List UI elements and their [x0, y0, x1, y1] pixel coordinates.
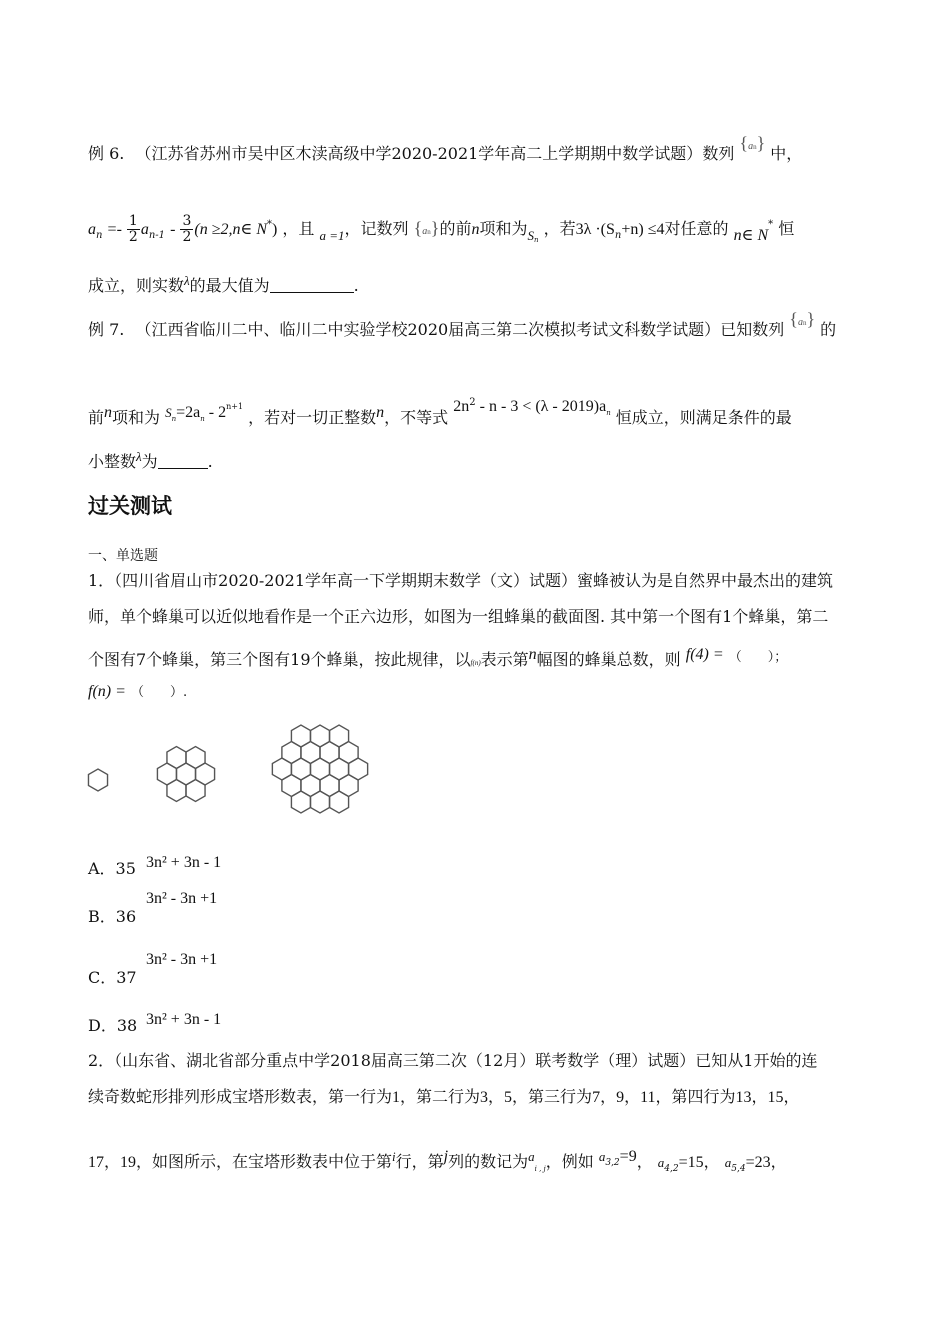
- example6-source: （江苏省苏州市吴中区木渎高级中学2020-2021学年高二上学期期中数学试题）: [135, 144, 703, 163]
- option-d-label[interactable]: D．38: [88, 1016, 138, 1035]
- option-c-label[interactable]: C．37: [88, 968, 137, 987]
- example7-line3: 小整数$^\lambda$为 .: [88, 449, 213, 471]
- answer-blank: [270, 278, 354, 293]
- section-title: 过关测试: [88, 494, 172, 518]
- q1-line1: 1．（四川省眉山市2020-2021学年高一下学期期末数学（文）试题）蜜蜂被认为是自然界中最杰出的建筑: [88, 571, 834, 590]
- example6-line1: 例 6. （江苏省苏州市吴中区木渎高级中学2020-2021学年高二上学期期中数学试题）数列 {an} 中，: [88, 133, 803, 163]
- honeycomb-figure-2: [157, 747, 214, 802]
- section-subtitle: 一、单选题: [88, 548, 158, 564]
- option-c-formula: 3n² - 3n +1: [146, 951, 218, 968]
- example7-line2: 前n项和为 $^{Sn}=2a^n - 2^{n+1}$ ，若对一切正整数n，不等式 $2n^2 - n - 3 < (\lambda - 2019)a^n$ 恒成立，则满足条件的最: [88, 397, 792, 427]
- answer-blank: [158, 454, 208, 469]
- honeycomb-figure-3: [272, 725, 367, 813]
- example7-source: （江西省临川二中、临川二中实验学校2020届高三第二次模拟考试文科数学试题）: [135, 320, 721, 339]
- q1-line2: 师，单个蜂巢可以近似地看作是一个正六边形，如图为一组蜂巢的截面图. 其中第一个图有1个蜂巢，第二: [88, 607, 829, 626]
- option-a-label[interactable]: A．35: [88, 859, 136, 878]
- example7-label: 例 7.: [88, 320, 125, 339]
- hexagon-cell: [196, 763, 215, 785]
- q2-line2: 续奇数蛇形排列形成宝塔形数表，第一行为1，第二行为3，5，第三行为7，9，11，第四行为13，15，: [88, 1087, 800, 1106]
- honeycomb-figure: [80, 712, 380, 832]
- q2-line1: 2．（山东省、湖北省部分重点中学2018届高三第二次（12月）联考数学（理）试题）已知从1开始的连: [88, 1051, 818, 1070]
- q2-line3: 17，19，如图所示，在宝塔形数表中位于第$^i$行，第j列的数记为$^a_{i , j}$，例如 $^{a3,2}$=9， $a_{4,2}=15$， $a_{5,4}=23$，: [88, 1148, 787, 1174]
- honeycomb-figure-1: [88, 769, 107, 791]
- option-b-label[interactable]: B．36: [88, 907, 137, 926]
- q1-line3: 个图有7个蜂巢，第三个图有19个蜂巢，按此规律，以f(n)表示第n幅图的蜂巢总数，则 f(4) = （ ）；: [88, 646, 788, 669]
- example6-label: 例 6.: [88, 144, 125, 163]
- example6-line2: $a_n$ =- $\frac{1}{2}$ $a_{n-1}$ - $\frac{3}{2}$ (n ≥2,n∈ N*) ，且 $_{a =1}$，记数列 {an}的前n项和为$_{Sn}$ ，若$3\lambda \cdot(S_n+n) \le 4$对任意的 n∈ N* 恒: [88, 213, 795, 245]
- example7-line1: 例 7. （江西省临川二中、临川二中实验学校2020届高三第二次模拟考试文科数学试题）已知数列 {an} 的: [88, 309, 837, 339]
- option-a-formula: 3n² + 3n - 1: [146, 854, 222, 871]
- option-d-formula: 3n² + 3n - 1: [146, 1011, 222, 1028]
- hexagon-cell: [349, 758, 368, 780]
- hexagon-cell: [88, 769, 107, 791]
- example6-line3: 成立，则实数$^\lambda$的最大值为 .: [88, 273, 359, 295]
- q1-line4: f(n) = （ ）.: [88, 683, 188, 700]
- option-b-formula: 3n² - 3n +1: [146, 890, 218, 907]
